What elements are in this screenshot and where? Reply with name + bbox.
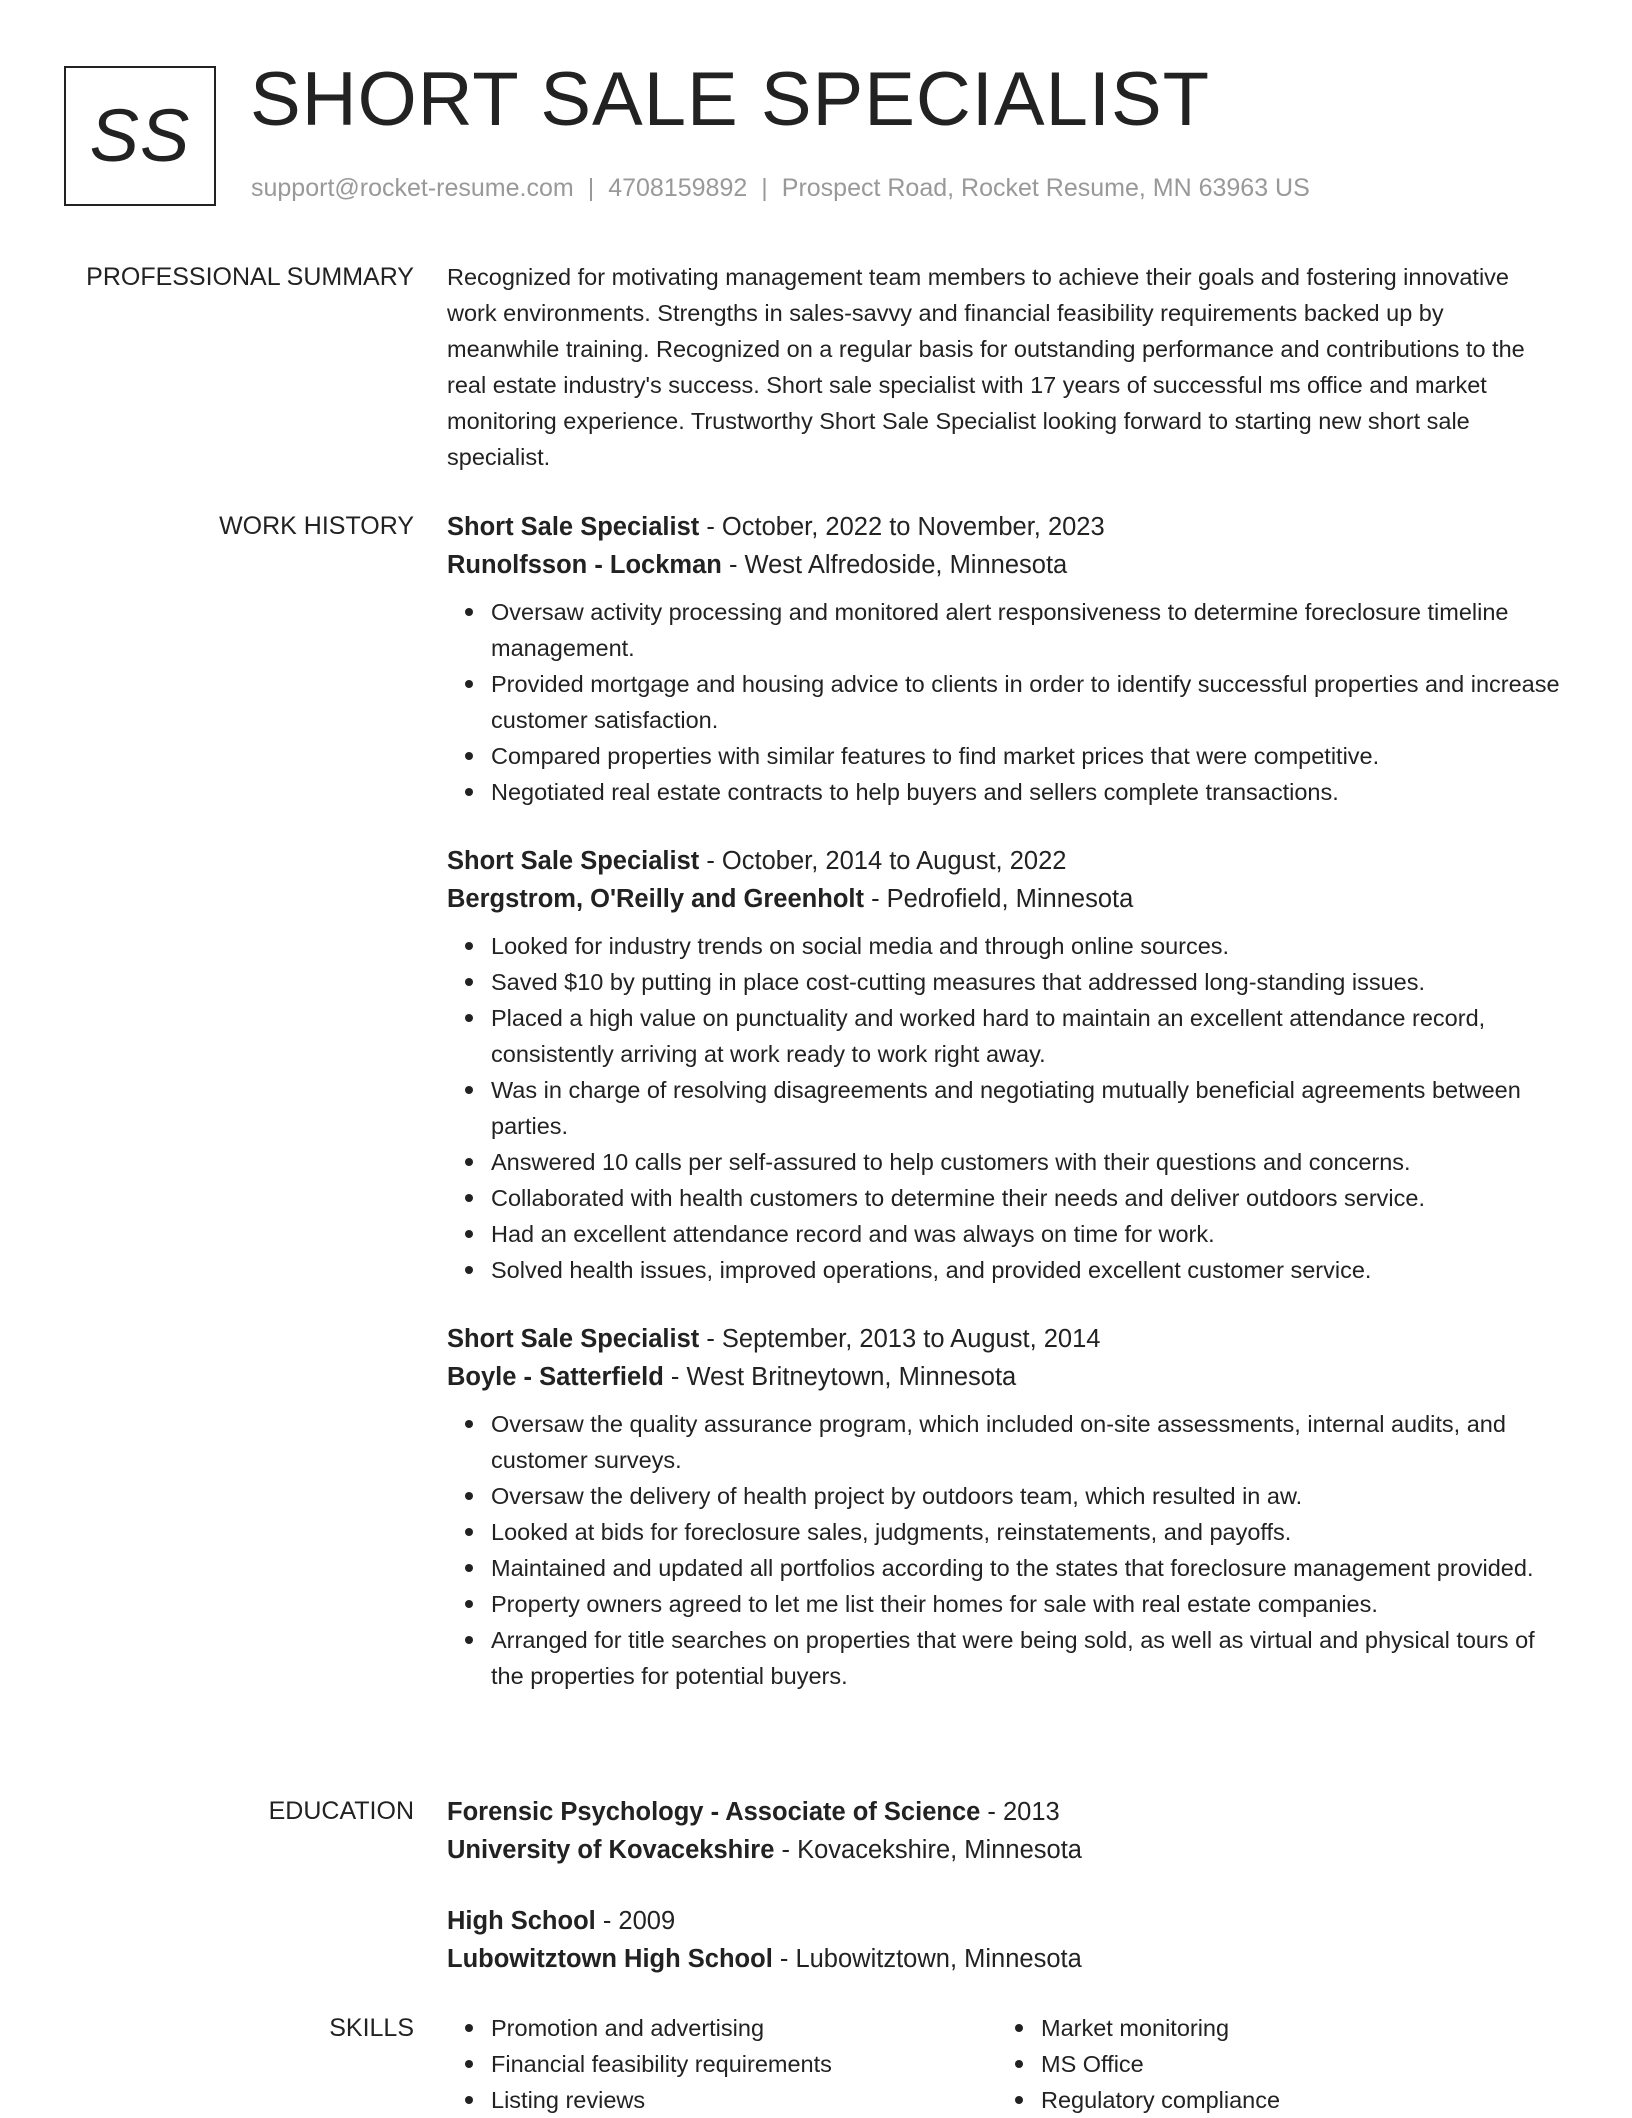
job-location: - Pedrofield, Minnesota (863, 885, 1134, 913)
skill-item: Promotion and advertising (491, 2010, 997, 2046)
monogram-initials: SS (89, 94, 191, 177)
job-bullet: Maintained and updated all portfolios according to the states that foreclosure management provided. (491, 1550, 1562, 1586)
job-entry (447, 508, 1562, 810)
education-degree-line (447, 1793, 1562, 1831)
job-bullets (447, 928, 1562, 1288)
education-body (447, 1793, 1562, 1978)
job-bullet: Oversaw the delivery of health project by outdoors team, which resulted in aw. (491, 1478, 1562, 1514)
job-bullets (447, 594, 1562, 810)
education-school-line (447, 1940, 1562, 1978)
job-dates: - October, 2022 to November, 2023 (699, 513, 1105, 541)
skills-list (997, 2010, 1547, 2118)
work-history-body (447, 508, 1562, 1694)
education-degree: High School (447, 1907, 596, 1935)
job-entry (447, 1320, 1562, 1694)
resume-name: SHORT SALE SPECIALIST (250, 57, 1211, 142)
education-school: Lubowitztown High School (447, 1945, 773, 1973)
job-bullet: Property owners agreed to let me list their homes for sale with real estate companies. (491, 1586, 1562, 1622)
job-title: Short Sale Specialist (447, 513, 700, 541)
skill-item: Market monitoring (1041, 2010, 1547, 2046)
education-year: - 2009 (595, 1907, 676, 1935)
contact-separator: | (761, 174, 768, 202)
job-bullet: Had an excellent attendance record and was always on time for work. (491, 1216, 1562, 1252)
job-bullet: Was in charge of resolving disagreements and negotiating mutually beneficial agreements between parties. (491, 1072, 1562, 1144)
job-location: - West Britneytown, Minnesota (663, 1363, 1017, 1391)
job-title-line (447, 508, 1562, 546)
contact-line (251, 174, 1310, 203)
job-title: Short Sale Specialist (447, 1325, 700, 1353)
job-bullets (447, 1406, 1562, 1694)
skill-item: MS Office (1041, 2046, 1547, 2082)
education-year: - 2013 (980, 1798, 1060, 1826)
job-bullet: Oversaw the quality assurance program, which included on-site assessments, internal audits, and customer surveys. (491, 1406, 1562, 1478)
education-school: University of Kovacekshire (447, 1836, 775, 1864)
job-company: Bergstrom, O'Reilly and Greenholt (447, 885, 864, 913)
section-label-skills: SKILLS (329, 2014, 414, 2042)
skill-item: Financial feasibility requirements (491, 2046, 997, 2082)
education-degree: Forensic Psychology - Associate of Science (447, 1798, 981, 1826)
job-company-line (447, 880, 1562, 918)
job-bullet: Compared properties with similar features to find market prices that were competitive. (491, 738, 1562, 774)
job-bullet: Placed a high value on punctuality and worked hard to maintain an excellent attendance record, consistently arriving at work ready to work right away. (491, 1000, 1562, 1072)
job-bullet: Solved health issues, improved operations, and provided excellent customer service. (491, 1252, 1562, 1288)
section-label-work-history: WORK HISTORY (219, 512, 414, 540)
summary-text: Recognized for motivating management team members to achieve their goals and fostering innovative work environments. Strengths in sales-savvy and financial feasibility requirements backed up by meanwhile training. Recognized on a regular basis for outstanding performance and contributions to the real estate industry's success. Short sale specialist with 17 years of successful ms office and market monitoring experience. Trustworthy Short Sale Specialist looking forward to starting new short sale specialist. (447, 264, 1525, 470)
skill-item: Listing reviews (491, 2082, 997, 2118)
skills-grid (447, 2010, 1562, 2118)
monogram-box (64, 66, 216, 206)
job-company-line (447, 546, 1562, 584)
contact-email: support@rocket-resume.com (251, 174, 574, 202)
job-dates: - September, 2013 to August, 2014 (699, 1325, 1101, 1353)
job-bullet: Looked at bids for foreclosure sales, judgments, reinstatements, and payoffs. (491, 1514, 1562, 1550)
job-company: Runolfsson - Lockman (447, 551, 722, 579)
skill-item: Regulatory compliance (1041, 2082, 1547, 2118)
education-location: - Kovacekshire, Minnesota (774, 1836, 1082, 1864)
job-title-line (447, 842, 1562, 880)
job-dates: - October, 2014 to August, 2022 (699, 847, 1067, 875)
skills-column (447, 2010, 997, 2118)
job-bullet: Provided mortgage and housing advice to clients in order to identify successful properties and increase customer satisfaction. (491, 666, 1562, 738)
job-bullet: Arranged for title searches on properties that were being sold, as well as virtual and physical tours of the properties for potential buyers. (491, 1622, 1562, 1694)
section-label-education: EDUCATION (268, 1797, 414, 1825)
contact-address: Prospect Road, Rocket Resume, MN 63963 US (781, 174, 1310, 202)
contact-phone: 4708159892 (608, 174, 748, 202)
section-label-summary: PROFESSIONAL SUMMARY (86, 263, 414, 291)
job-entry (447, 842, 1562, 1288)
education-degree-line (447, 1902, 1562, 1940)
skills-column (997, 2010, 1547, 2118)
job-location: - West Alfredoside, Minnesota (721, 551, 1068, 579)
job-bullet: Oversaw activity processing and monitored alert responsiveness to determine foreclosure timeline management. (491, 594, 1562, 666)
job-bullet: Answered 10 calls per self-assured to help customers with their questions and concerns. (491, 1144, 1562, 1180)
job-bullet: Looked for industry trends on social media and through online sources. (491, 928, 1562, 964)
job-company: Boyle - Satterfield (447, 1363, 664, 1391)
job-company-line (447, 1358, 1562, 1396)
contact-separator: | (587, 174, 595, 202)
job-bullet: Negotiated real estate contracts to help buyers and sellers complete transactions. (491, 774, 1562, 810)
skills-list (447, 2010, 997, 2118)
job-bullet: Collaborated with health customers to determine their needs and deliver outdoors service. (491, 1180, 1562, 1216)
education-school-line (447, 1831, 1562, 1869)
job-title: Short Sale Specialist (447, 847, 700, 875)
job-bullet: Saved $10 by putting in place cost-cutting measures that addressed long-standing issues. (491, 964, 1562, 1000)
education-location: - Lubowitztown, Minnesota (772, 1945, 1082, 1973)
job-title-line (447, 1320, 1562, 1358)
skills-body (447, 2010, 1562, 2118)
